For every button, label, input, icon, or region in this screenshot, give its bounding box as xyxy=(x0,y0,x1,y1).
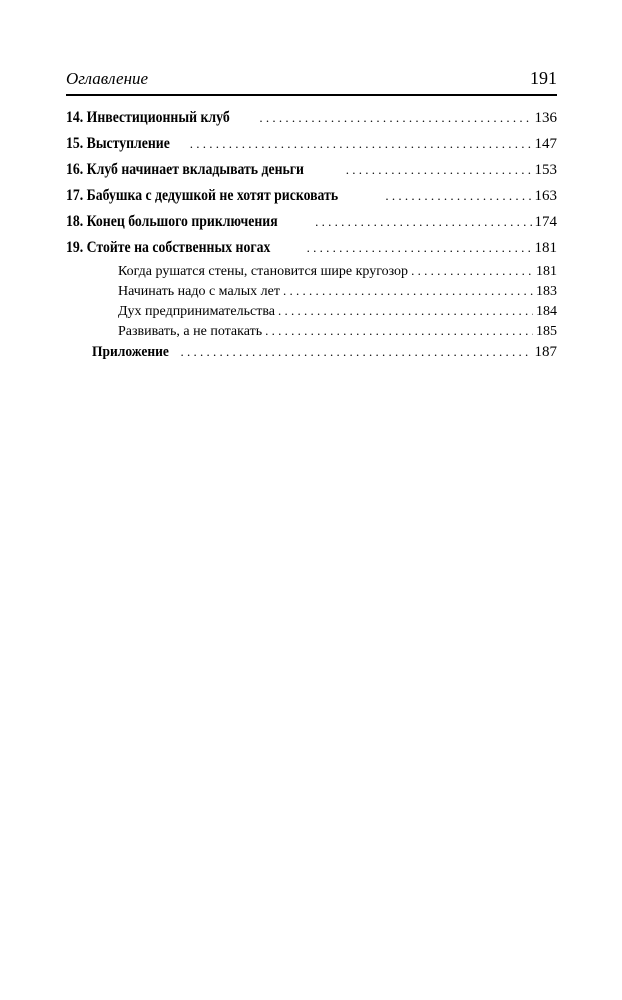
toc-entry-label: Приложение xyxy=(92,344,169,360)
toc-entry-appendix xyxy=(66,341,557,363)
dot-leader xyxy=(265,321,533,341)
toc-entry-page: 187 xyxy=(534,344,557,360)
running-header-title: Оглавление xyxy=(66,69,149,88)
toc-entry-chapter-17 xyxy=(66,183,557,209)
toc-entry-label: 16. Клуб начинает вкладывать деньги xyxy=(66,161,304,178)
toc-entry-label: 19. Стойте на собственных ногах xyxy=(66,239,271,256)
toc-entry-chapter-15 xyxy=(66,131,557,157)
toc-entry-section xyxy=(66,281,557,301)
toc-entry-label: 18. Конец большого приключения xyxy=(66,213,278,230)
dot-leader xyxy=(278,301,533,321)
running-header xyxy=(66,68,557,96)
toc-entry-page: 136 xyxy=(534,110,557,126)
page-number: 191 xyxy=(530,68,557,88)
book-page xyxy=(66,68,557,363)
dot-leader xyxy=(315,209,531,235)
dot-leader xyxy=(411,261,533,281)
toc-entry-page: 174 xyxy=(534,214,557,230)
toc-entry-label: 17. Бабушка с дедушкой не хотят рисковать xyxy=(66,187,339,204)
toc-entry-chapter-16 xyxy=(66,157,557,183)
toc-entry-label: Начинать надо с малых лет xyxy=(118,284,280,299)
toc-entry-section xyxy=(66,301,557,321)
toc-entry-label: Когда рушатся стены, становится шире кругозор xyxy=(118,264,409,279)
toc-entry-page: 153 xyxy=(534,162,557,178)
toc-entry-page: 163 xyxy=(534,188,557,204)
toc-entry-page: 181 xyxy=(534,240,557,256)
dot-leader xyxy=(190,131,532,157)
toc-entry-page: 147 xyxy=(534,136,557,152)
toc-entry-page: 183 xyxy=(536,284,557,299)
dot-leader xyxy=(346,157,532,183)
toc-entry-page: 181 xyxy=(536,264,557,279)
toc-entry-section xyxy=(66,261,557,281)
dot-leader xyxy=(307,235,532,261)
toc-entry-label: 15. Выступление xyxy=(66,135,170,152)
toc-entry-page: 184 xyxy=(536,304,557,319)
toc-entry-chapter-18 xyxy=(66,209,557,235)
toc-entry-chapter-14 xyxy=(66,105,557,131)
dot-leader xyxy=(385,183,531,209)
toc-entry-label: Дух предпринимательства xyxy=(118,304,275,319)
toc-entry-label: Развивать, а не потакать xyxy=(118,324,263,339)
toc-entry-section xyxy=(66,321,557,341)
toc-entry-chapter-19 xyxy=(66,235,557,261)
table-of-contents xyxy=(66,105,557,363)
dot-leader xyxy=(283,281,533,301)
toc-entry-label: 14. Инвестиционный клуб xyxy=(66,109,230,126)
dot-leader xyxy=(180,341,531,363)
toc-entry-page: 185 xyxy=(536,324,557,339)
dot-leader xyxy=(259,105,531,131)
